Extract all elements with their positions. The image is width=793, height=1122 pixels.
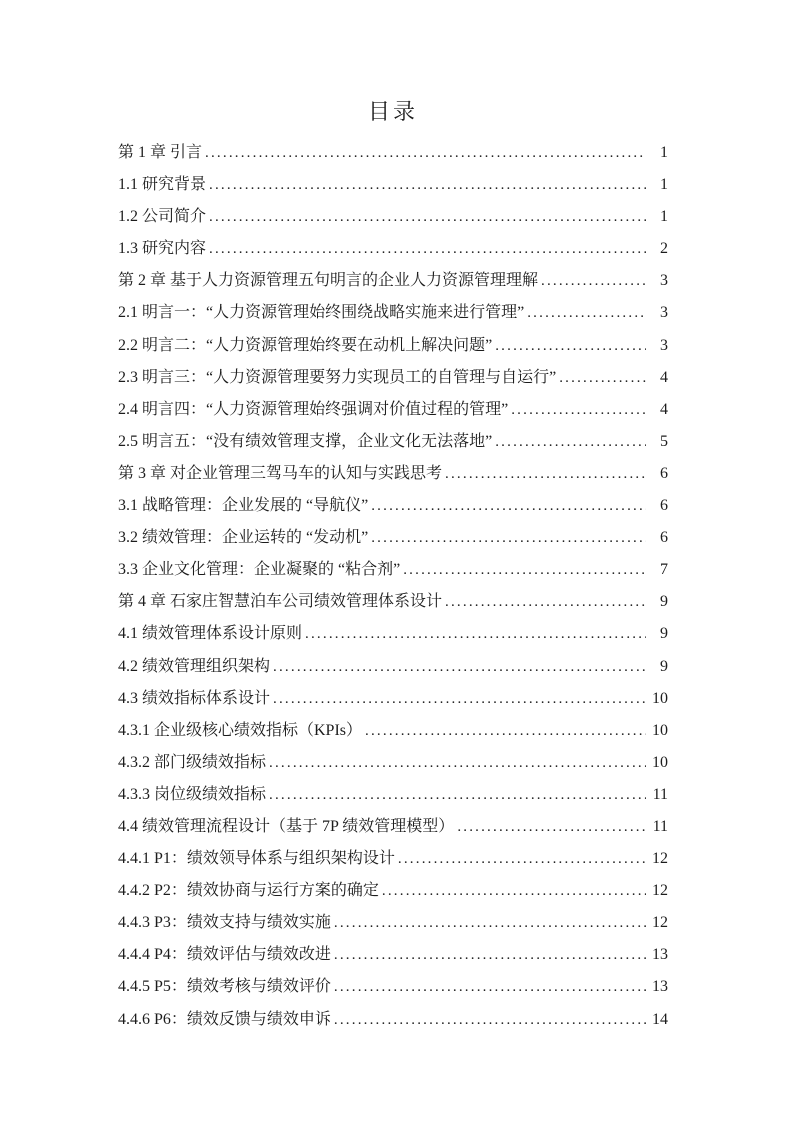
toc-dot-leader: [445, 459, 646, 490]
toc-entry[interactable]: [118, 458, 668, 490]
toc-entry-label: 1.1 研究背景: [118, 176, 207, 194]
toc-entry[interactable]: [118, 201, 668, 233]
toc-entry-label: 第 3 章 对企业管理三驾马车的认知与实践思考: [118, 464, 443, 482]
toc-page-number: 11: [652, 785, 668, 803]
toc-page-number: 1: [660, 144, 668, 161]
toc-page-number: 1: [660, 176, 668, 194]
toc-dot-leader: [445, 587, 646, 618]
toc-page-number: 4: [660, 400, 668, 418]
toc-entry-label: 4.4.1 P1：绩效领导体系与组织架构设计: [118, 850, 395, 868]
toc-page-number: 3: [660, 272, 668, 290]
toc-entry-label: 1.2 公司简介: [118, 208, 207, 226]
toc-entry-label: 2.1 明言一：“人力资源管理始终围绕战略实施来进行管理”: [118, 304, 525, 322]
toc-entry-label: 第 2 章 基于人力资源管理五句明言的企业人力资源管理理解: [118, 272, 539, 290]
toc-entry[interactable]: [118, 265, 668, 297]
toc-page-number: 5: [660, 432, 668, 450]
toc-entry[interactable]: [118, 137, 668, 169]
toc-entry[interactable]: [118, 715, 668, 747]
toc-entry-label: 1.3 研究内容: [118, 240, 207, 258]
toc-entry[interactable]: [118, 490, 668, 522]
toc-entry-label: 3.3 企业文化管理：企业凝聚的 “粘合剂”: [118, 561, 401, 579]
toc-entry-label: 4.4 绩效管理流程设计（基于 7P 绩效管理模型）: [118, 817, 455, 835]
toc-dot-leader: [334, 972, 646, 1003]
toc-entry-label: 4.4.5 P5：绩效考核与绩效评价: [118, 978, 331, 996]
toc-entry[interactable]: [118, 297, 668, 329]
toc-dot-leader: [541, 266, 646, 297]
toc-dot-leader: [495, 331, 646, 362]
toc-entry[interactable]: [118, 522, 668, 554]
toc-dot-leader: [334, 940, 646, 971]
toc-dot-leader: [382, 876, 646, 907]
toc-page-number: 9: [660, 593, 668, 611]
toc-dot-leader: [371, 523, 646, 554]
toc-dot-leader: [209, 170, 646, 201]
toc-entry[interactable]: [118, 875, 668, 907]
toc-dot-leader: [511, 395, 646, 426]
toc-page-number: 3: [660, 336, 668, 354]
toc-entry-label: 4.3.1 企业级核心绩效指标（KPIs）: [118, 721, 363, 739]
toc-entry[interactable]: [118, 169, 668, 201]
toc-dot-leader: [495, 427, 646, 458]
toc-page-number: 12: [652, 882, 668, 900]
toc-entry[interactable]: [118, 971, 668, 1003]
toc-entry-label: 4.2 绩效管理组织架构: [118, 657, 271, 675]
page-title: 目录: [367, 99, 418, 124]
toc-entry[interactable]: [118, 907, 668, 939]
toc-entry-label: 2.4 明言四：“人力资源管理始终强调对价值过程的管理”: [118, 400, 509, 418]
toc-entry[interactable]: [118, 554, 668, 586]
toc-entry[interactable]: [118, 330, 668, 362]
toc-entry[interactable]: [118, 362, 668, 394]
toc-entry-label: 4.1 绩效管理体系设计原则: [118, 625, 303, 643]
toc-entry-label: 4.3.3 岗位级绩效指标: [118, 785, 267, 803]
toc-entry-label: 4.3 绩效指标体系设计: [118, 689, 271, 707]
toc-page-number: 13: [652, 978, 668, 996]
toc-page-number: 14: [652, 1010, 668, 1028]
toc-page-number: 10: [652, 721, 668, 739]
toc-dot-leader: [269, 748, 646, 779]
toc-entry[interactable]: [118, 1004, 668, 1036]
toc-entry[interactable]: [118, 747, 668, 779]
toc-dot-leader: [209, 234, 646, 265]
toc-dot-leader: [403, 555, 646, 586]
toc-entry-label: 第 1 章 引言: [118, 144, 203, 161]
toc-entry[interactable]: [118, 843, 668, 875]
toc-dot-leader: [273, 684, 646, 715]
toc-dot-leader: [305, 619, 646, 650]
toc-page-number: 6: [660, 497, 668, 515]
toc-page-number: 1: [660, 208, 668, 226]
toc-entry[interactable]: [118, 426, 668, 458]
toc-dot-leader: [365, 716, 646, 747]
toc-entry-label: 4.4.2 P2：绩效协商与运行方案的确定: [118, 882, 379, 900]
toc-entry-label: 4.4.3 P3：绩效支持与绩效实施: [118, 914, 331, 932]
toc-page-number: 6: [660, 529, 668, 547]
toc-entry-label: 3.1 战略管理：企业发展的 “导航仪”: [118, 497, 369, 515]
toc-page-number: 12: [652, 914, 668, 932]
toc-entry[interactable]: [118, 586, 668, 618]
toc-dot-leader: [371, 491, 646, 522]
toc-page-number: 10: [652, 753, 668, 771]
toc-entry[interactable]: [118, 651, 668, 683]
toc-dot-leader: [559, 363, 646, 394]
toc-dot-leader: [205, 138, 646, 169]
toc-entry-label: 第 4 章 石家庄智慧泊车公司绩效管理体系设计: [118, 593, 443, 611]
toc-page-number: 11: [652, 817, 668, 835]
toc-entry-label: 2.3 明言三：“人力资源管理要努力实现员工的自管理与自运行”: [118, 368, 557, 386]
toc-entry-label: 2.2 明言二：“人力资源管理始终要在动机上解决问题”: [118, 336, 493, 354]
toc-entry-label: 3.2 绩效管理：企业运转的 “发动机”: [118, 529, 369, 547]
toc-dot-leader: [209, 202, 646, 233]
toc-dot-leader: [269, 780, 646, 811]
toc-list: [118, 137, 668, 1036]
toc-page-number: 4: [660, 368, 668, 386]
toc-page-number: 2: [660, 240, 668, 258]
toc-page-number: 10: [652, 689, 668, 707]
toc-entry-label: 4.3.2 部门级绩效指标: [118, 753, 267, 771]
toc-entry[interactable]: [118, 683, 668, 715]
toc-dot-leader: [334, 908, 646, 939]
toc-dot-leader: [398, 844, 646, 875]
toc-page-number: 13: [652, 946, 668, 964]
toc-dot-leader: [457, 812, 646, 843]
toc-entry-label: 4.4.4 P4：绩效评估与绩效改进: [118, 946, 331, 964]
toc-entry-label: 4.4.6 P6：绩效反馈与绩效申诉: [118, 1010, 331, 1028]
toc-entry-label: 2.5 明言五：“没有绩效管理支撑，企业文化无法落地”: [118, 432, 493, 450]
toc-page-number: 6: [660, 464, 668, 482]
toc-page-number: 12: [652, 850, 668, 868]
toc-entry[interactable]: [118, 233, 668, 265]
toc-page-number: 3: [660, 304, 668, 322]
toc-entry[interactable]: [118, 779, 668, 811]
toc-entry[interactable]: [118, 939, 668, 971]
toc-dot-leader: [527, 298, 646, 329]
toc-page-number: 9: [660, 657, 668, 675]
toc-page-number: 9: [660, 625, 668, 643]
toc-page-number: 7: [660, 561, 668, 579]
toc-entry[interactable]: [118, 811, 668, 843]
toc-entry[interactable]: [118, 394, 668, 426]
toc-entry[interactable]: [118, 618, 668, 650]
toc-dot-leader: [273, 652, 646, 683]
toc-dot-leader: [334, 1005, 646, 1036]
